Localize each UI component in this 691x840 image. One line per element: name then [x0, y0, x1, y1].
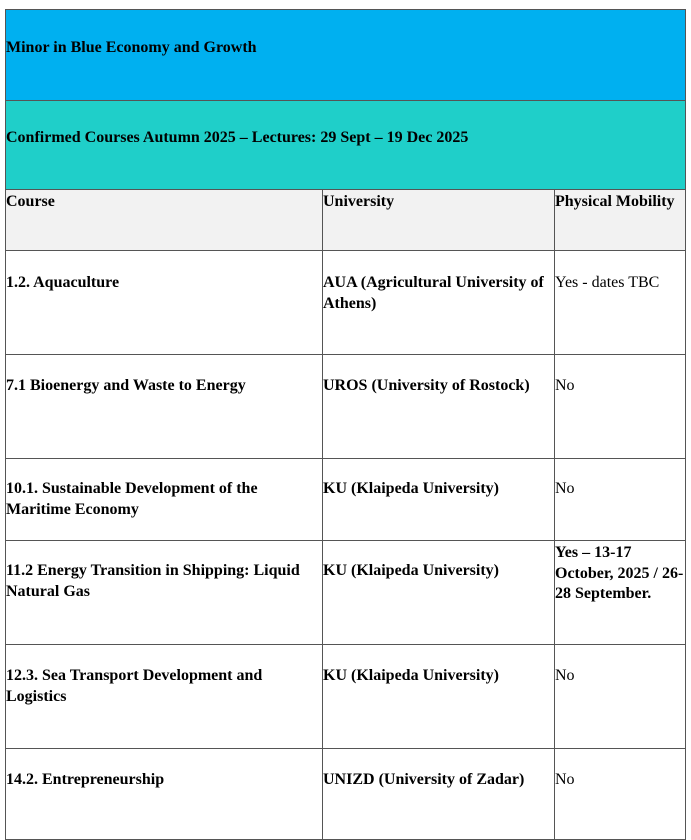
course-name: 10.1. Sustainable Development of the Maritime Economy	[6, 480, 258, 518]
course-name: 7.1 Bioenergy and Waste to Energy	[6, 377, 246, 394]
header-university	[323, 190, 555, 251]
university-cell	[323, 459, 555, 541]
title-row	[6, 10, 686, 101]
title-cell	[6, 10, 686, 101]
document-title: Minor in Blue Economy and Growth	[6, 39, 257, 56]
mobility-value: No	[555, 480, 575, 497]
course-cell	[6, 459, 323, 541]
mobility-value: No	[555, 771, 575, 788]
header-course-label: Course	[6, 193, 55, 210]
course-name: 11.2 Energy Transition in Shipping: Liquid Natural Gas	[6, 562, 300, 600]
table-row	[6, 541, 686, 645]
course-name: 12.3. Sea Transport Development and Logistics	[6, 667, 263, 705]
university-name: AUA (Agricultural University of Athens)	[323, 274, 544, 312]
course-cell	[6, 355, 323, 459]
mobility-value: No	[555, 667, 575, 684]
mobility-cell	[555, 645, 686, 749]
table-row	[6, 645, 686, 749]
university-cell	[323, 749, 555, 840]
mobility-cell	[555, 541, 686, 645]
university-name: KU (Klaipeda University)	[323, 480, 499, 497]
course-cell	[6, 541, 323, 645]
course-cell	[6, 251, 323, 355]
subtitle-row	[6, 101, 686, 190]
course-name: 1.2. Aquaculture	[6, 274, 120, 291]
table-header-row	[6, 190, 686, 251]
mobility-cell	[555, 749, 686, 840]
mobility-value: Yes - dates TBC	[555, 274, 660, 291]
courses-table	[5, 9, 686, 840]
university-cell	[323, 645, 555, 749]
mobility-cell	[555, 355, 686, 459]
course-cell	[6, 749, 323, 840]
university-name: KU (Klaipeda University)	[323, 667, 499, 684]
header-mobility	[555, 190, 686, 251]
course-name: 14.2. Entrepreneurship	[6, 771, 165, 788]
table-row	[6, 355, 686, 459]
mobility-value: No	[555, 377, 575, 394]
mobility-cell	[555, 251, 686, 355]
university-cell	[323, 251, 555, 355]
mobility-value: Yes – 13-17 October, 2025 / 26-28 September.	[555, 544, 684, 602]
header-mobility-label: Physical Mobility	[555, 193, 675, 210]
university-name: UNIZD (University of Zadar)	[323, 771, 525, 788]
course-cell	[6, 645, 323, 749]
table-row	[6, 749, 686, 840]
header-university-label: University	[323, 193, 395, 210]
table-row	[6, 251, 686, 355]
document-subtitle: Confirmed Courses Autumn 2025 – Lectures: 29 Sept – 19 Dec 2025	[6, 129, 469, 146]
table-row	[6, 459, 686, 541]
mobility-cell	[555, 459, 686, 541]
university-cell	[323, 541, 555, 645]
university-name: UROS (University of Rostock)	[323, 377, 530, 394]
university-name: KU (Klaipeda University)	[323, 562, 499, 579]
subtitle-cell	[6, 101, 686, 190]
header-course	[6, 190, 323, 251]
university-cell	[323, 355, 555, 459]
